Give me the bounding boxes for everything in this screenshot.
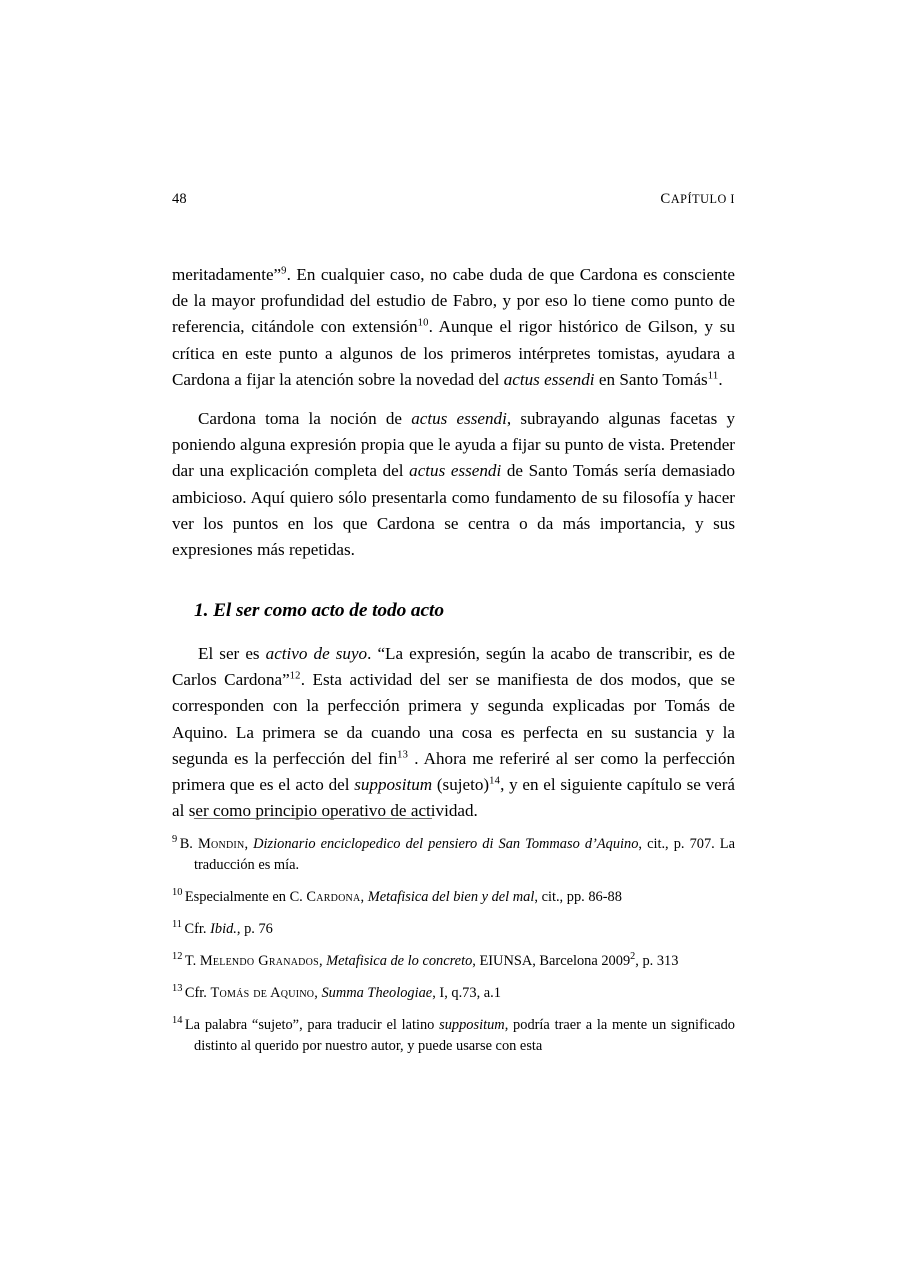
footnote-ref-12[interactable]: 12 xyxy=(289,670,301,682)
body-text-block-top xyxy=(172,262,735,563)
section-heading: 1. El ser como acto de todo acto xyxy=(194,600,444,621)
fn13-seg-2: , xyxy=(314,985,322,1001)
body-text-block-bottom xyxy=(172,641,735,824)
fn13-title: Summa Theologiae xyxy=(321,985,433,1001)
footnote-ref-10[interactable]: 10 xyxy=(417,317,429,329)
fn9-seg-2: , xyxy=(244,836,254,852)
p3-seg-5: (sujeto) xyxy=(432,775,490,795)
p1-seg-2: . En cualquier caso, no cabe duda de que Cardona es consciente de la mayor profundidad del estudio de Fabro, y por eso lo tiene como punto de referencia, citándole con extensión xyxy=(172,265,735,337)
p3-seg-2: . “La expresión, según la acabo de transcribir, es de Carlos Cardona” xyxy=(172,644,736,690)
fn11-ibid: Ibid. xyxy=(210,921,237,937)
p1-seg-1: meritadamente” xyxy=(172,265,282,284)
p1-seg-5: . xyxy=(718,369,723,389)
footnote-ref-11[interactable]: 11 xyxy=(707,370,719,382)
fn13-seg-1: Cfr. xyxy=(184,985,211,1001)
footnote-ref-13[interactable]: 13 xyxy=(397,749,409,761)
footnote-marker-14: 14 xyxy=(172,1015,183,1027)
chapter-label-initial: C xyxy=(660,191,671,207)
p3-seg-6: , y en el siguiente capítulo se verá al ser como principio operativo de actividad. xyxy=(172,775,735,821)
footnote-marker-12: 12 xyxy=(172,951,183,963)
p3-italic-activo-de-suyo: activo de suyo xyxy=(265,644,368,663)
footnote-item-13 xyxy=(172,983,735,1004)
running-head xyxy=(172,192,735,207)
p2-italic-actus-essendi-1: actus essendi xyxy=(411,409,507,429)
fn14-seg-2: , podría traer a la mente un significado distinto al querido por nuestro autor, y puede usarse con esta xyxy=(194,1017,735,1054)
fn11-seg-2: , p. 76 xyxy=(236,921,273,937)
paragraph-2 xyxy=(172,406,735,563)
footnote-item-11 xyxy=(172,919,735,940)
fn12-seg-1: T. xyxy=(184,953,200,969)
fn9-author: Mondin xyxy=(197,836,245,852)
footnote-marker-11: 11 xyxy=(172,919,183,931)
footnote-item-10 xyxy=(172,887,735,908)
page-number: 48 xyxy=(172,191,187,207)
fn10-seg-2: , xyxy=(360,889,368,905)
footnote-marker-10: 10 xyxy=(172,887,183,899)
fn12-author: Melendo Granados xyxy=(199,953,319,969)
p3-seg-1: El ser es xyxy=(198,644,266,663)
fn9-title: Dizionario enciclopedico del pensiero di San Tommaso d’Aquino xyxy=(253,836,639,852)
fn9-seg-3: , cit., p. 707. La traducción es mía. xyxy=(194,836,735,873)
fn9-seg-1: B. xyxy=(179,836,198,852)
p2-seg-3: de Santo Tomás sería demasiado ambicioso. Aquí quiero sólo presentarla como fundamento de su filosofía y hacer ver los puntos en los que Cardona se centra o da más importancia, y sus expresiones más repetidas. xyxy=(172,461,735,560)
p1-italic-actus-essendi: actus essendi xyxy=(503,369,595,389)
fn12-title: Metafisica de lo concreto xyxy=(326,953,473,969)
footnote-ref-9[interactable]: 9 xyxy=(281,265,287,277)
footnotes-area xyxy=(172,818,735,1057)
p2-seg-1: Cardona toma la noción de xyxy=(198,409,412,429)
p2-italic-actus-essendi-2: actus essendi xyxy=(409,461,502,481)
chapter-label-rest: APÍTULO I xyxy=(670,192,735,206)
paragraph-3 xyxy=(172,641,735,824)
fn12-seg-3: , EIUNSA, Barcelona 2009 xyxy=(472,953,631,969)
footnote-marker-13: 13 xyxy=(172,983,183,995)
fn13-author: Tomás de Aquino xyxy=(210,985,315,1001)
fn12-seg-4: , p. 313 xyxy=(635,953,679,969)
p3-seg-3: . Esta actividad del ser se manifiesta de dos modos, que se corresponden con la perfección primera y segunda explicadas por Tomás de Aquino. La primera se da cuando una cosa es perfecta en su sustancia y la segunda es la perfección del fin xyxy=(172,670,736,768)
fn13-seg-3: , I, q.73, a.1 xyxy=(432,985,501,1001)
p3-seg-4: . Ahora me referiré al ser como la perfección primera que es el acto del xyxy=(172,748,735,795)
footnote-item-12 xyxy=(172,951,735,972)
paragraph-1 xyxy=(172,262,735,393)
fn12-seg-2: , xyxy=(318,953,327,969)
p3-italic-suppositum: suppositum xyxy=(354,775,433,795)
footnote-separator-rule xyxy=(194,818,432,819)
fn14-suppositum: suppositum xyxy=(439,1017,505,1033)
fn12-edition-superscript: 2 xyxy=(630,951,636,963)
p2-seg-2: , subrayando algunas facetas y poniendo alguna expresión propia que le ayuda a fijar su punto de vista. Pretender dar una explicación completa del xyxy=(172,409,736,481)
footnote-ref-14[interactable]: 14 xyxy=(489,775,501,787)
chapter-label xyxy=(660,192,735,207)
footnote-marker-9: 9 xyxy=(172,834,178,846)
fn14-seg-1: La palabra “sujeto”, para traducir el latino xyxy=(184,1017,440,1033)
fn10-seg-1: Especialmente en C. xyxy=(184,889,307,905)
p1-seg-4: en Santo Tomás xyxy=(594,369,708,389)
fn10-author: Cardona xyxy=(306,889,361,905)
fn11-seg-1: Cfr. xyxy=(184,921,211,937)
footnote-list xyxy=(172,834,735,1057)
footnote-item-9 xyxy=(172,834,735,876)
p1-seg-3: . Aunque el rigor histórico de Gilson, y su crítica en este punto a algunos de los primeros intérpretes tomistas, ayudara a Cardona a fijar la atención sobre la novedad del xyxy=(172,317,736,389)
fn10-seg-3: , cit., pp. 86-88 xyxy=(534,889,622,905)
footnote-item-14 xyxy=(172,1015,735,1057)
fn10-title: Metafisica del bien y del mal xyxy=(367,889,535,905)
